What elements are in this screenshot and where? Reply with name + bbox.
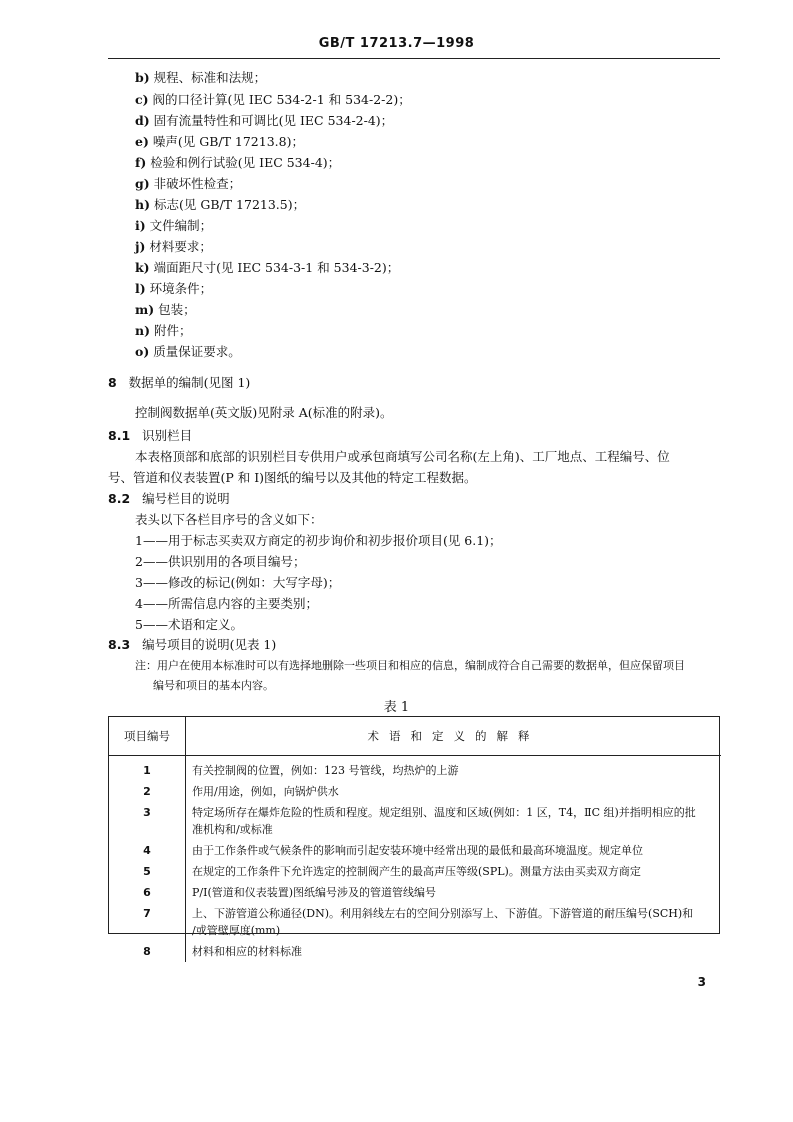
page-number: 3 — [697, 975, 706, 989]
list-item-label: g) — [135, 176, 150, 191]
list-item — [135, 301, 196, 319]
list-item — [135, 322, 192, 340]
table-header-item-number: 项目编号 — [109, 717, 186, 756]
table-cell-number: 2 — [109, 781, 186, 802]
definition-item: 2——供识别用的各项目编号； — [135, 554, 306, 569]
section-title: 识别栏目 — [142, 428, 193, 443]
list-item-label: h) — [135, 197, 151, 212]
list-item-text: 环境条件； — [149, 281, 213, 296]
list-item — [135, 112, 393, 130]
table-row — [109, 861, 721, 882]
note-line2: 编号和项目的基本内容。 — [153, 679, 274, 692]
list-item-text: 固有流量特性和可调比(见 IEC 534-2-4)； — [153, 113, 394, 128]
list-item-label: c) — [135, 92, 149, 107]
list-item-label: k) — [135, 260, 150, 275]
table-cell-text — [186, 903, 722, 941]
list-item-text: 噪声(见 GB/T 17213.8)； — [152, 134, 304, 149]
table-row — [109, 781, 721, 802]
list-item — [135, 154, 340, 172]
header-rule — [108, 58, 720, 59]
table-cell-text: 有关控制阀的位置，例如：123 号管线，均热炉的上游 — [192, 764, 459, 777]
table-cell-number: 4 — [109, 840, 186, 861]
section-8-2-intro: 表头以下各栏目序号的含义如下： — [135, 512, 323, 527]
table-row — [109, 882, 721, 903]
table-cell-text — [186, 802, 722, 840]
list-item — [135, 280, 212, 298]
section-title: 编号栏目的说明 — [142, 491, 230, 506]
table-cell-number: 1 — [109, 756, 186, 782]
list-item-label: n) — [135, 323, 151, 338]
section-title: 编号项目的说明(见表 1) — [142, 637, 277, 652]
definition-item: 5——术语和定义。 — [135, 617, 243, 632]
table-cell-number: 8 — [109, 941, 186, 962]
table-row — [109, 802, 721, 840]
table-header-row — [109, 717, 721, 756]
list-item-label: i) — [135, 218, 146, 233]
section-8-3-heading — [108, 636, 276, 654]
section-8-2-heading — [108, 490, 230, 508]
table-row — [109, 903, 721, 941]
section-8-body: 控制阀数据单(英文版)见附录 A(标准的附录)。 — [135, 405, 393, 420]
list-item-text: 标志(见 GB/T 17213.5)； — [154, 197, 306, 212]
list-item-text: 包装； — [158, 302, 196, 317]
section-number: 8 — [108, 375, 117, 390]
list-item-text: 阀的口径计算(见 IEC 534-2-1 和 534-2-2)； — [152, 92, 411, 107]
list-item — [135, 175, 241, 193]
table-cell-text-line: 上、下游管道公称通径(DN)。利用斜线左右的空间分别添写上、下游值。下游管道的耐压编号(SCH)和 — [192, 907, 694, 920]
section-8-1-body-line2: 号、管道和仪表装置(P 和 I)图纸的编号以及其他的特定工程数据。 — [108, 470, 477, 485]
table-row — [109, 840, 721, 861]
table-cell-text-line: 特定场所存在爆炸危险的性质和程度。规定组别、温度和区域(例如：1 区，T4，ⅡC 组)并指明相应的批 — [192, 806, 696, 819]
list-item-label: j) — [135, 239, 146, 254]
list-item — [135, 91, 411, 109]
list-item-label: o) — [135, 344, 150, 359]
list-item-label: f) — [135, 155, 147, 170]
list-item — [135, 217, 212, 235]
table-cell-number: 7 — [109, 903, 186, 941]
section-number: 8.1 — [108, 428, 131, 443]
list-item-label: m) — [135, 302, 155, 317]
table-cell-text: 在规定的工作条件下允许选定的控制阀产生的最高声压等级(SPL)。测量方法由买卖双方商定 — [192, 865, 641, 878]
list-item — [135, 238, 212, 256]
section-8-1-heading — [108, 427, 192, 445]
table-row — [109, 756, 721, 782]
list-item-text: 质量保证要求。 — [153, 344, 241, 359]
list-item-label: l) — [135, 281, 146, 296]
list-item — [135, 133, 304, 151]
list-item-label: e) — [135, 134, 149, 149]
table-cell-number: 3 — [109, 802, 186, 840]
table-cell-number: 6 — [109, 882, 186, 903]
definition-item: 4——所需信息内容的主要类别； — [135, 596, 318, 611]
list-item — [135, 259, 399, 277]
definition-item: 3——修改的标记(例如：大写字母)； — [135, 575, 341, 590]
section-number: 8.2 — [108, 491, 131, 506]
table-1 — [109, 717, 721, 962]
section-number: 8.3 — [108, 637, 131, 652]
list-item — [135, 343, 241, 361]
table-cell-text: 作用/用途，例如，向锅炉供水 — [192, 785, 339, 798]
table-cell-text-line: /或管壁厚度(mm) — [192, 924, 281, 937]
table-row — [109, 941, 721, 962]
list-item-text: 端面距尺寸(见 IEC 534-3-1 和 534-3-2)； — [153, 260, 400, 275]
list-item-text: 材料要求； — [149, 239, 212, 254]
table-cell-text: P/I(管道和仪表装置)图纸编号涉及的管道管线编号 — [192, 886, 437, 899]
note-line1: 注：用户在使用本标准时可以有选择地删除一些项目和相应的信息，编制成符合自己需要的数据单，但应保留项目 — [135, 659, 685, 672]
table-cell-text: 材料和相应的材料标准 — [192, 945, 302, 958]
section-8-1-body-line1: 本表格顶部和底部的识别栏目专供用户或承包商填写公司名称(左上角)、工厂地点、工程编号、位 — [135, 449, 670, 464]
table-cell-text-line: 准机构和/或标准 — [192, 823, 273, 836]
section-title: 数据单的编制(见图 1) — [128, 375, 251, 390]
list-item-label: d) — [135, 113, 150, 128]
list-item-text: 检验和例行试验(见 IEC 534-4)； — [150, 155, 341, 170]
list-item-label: b) — [135, 70, 150, 85]
list-item-text: 附件； — [154, 323, 192, 338]
table-cell-text: 由于工作条件或气候条件的影响而引起安装环境中经常出现的最低和最高环境温度。规定单位 — [192, 844, 643, 857]
definition-item: 1——用于标志买卖双方商定的初步询价和初步报价项目(见 6.1)； — [135, 533, 502, 548]
page-header: GB/T 17213.7—1998 — [318, 36, 475, 51]
list-item-text: 文件编制； — [149, 218, 213, 233]
list-item-text: 规程、标准和法规； — [153, 70, 267, 85]
table-cell-number: 5 — [109, 861, 186, 882]
list-item — [135, 196, 305, 214]
list-item — [135, 69, 266, 87]
table-caption: 表 1 — [383, 700, 410, 715]
table-header-explanation: 术语和定义的解释 — [186, 717, 722, 756]
list-item-text: 非破坏性检查； — [153, 176, 242, 191]
section-8-heading — [108, 374, 250, 392]
